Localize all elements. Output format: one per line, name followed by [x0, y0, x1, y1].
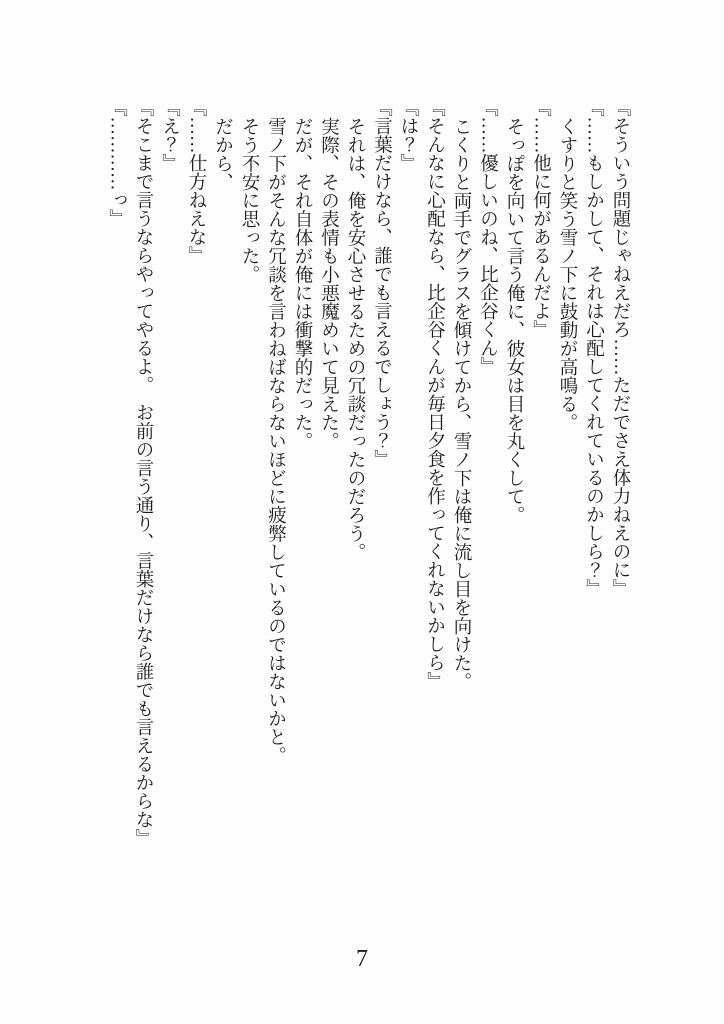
text-line: 『……仕方ねえな』 — [186, 98, 206, 265]
text-line: そっぽを向いて言う俺に、彼女は目を丸くして。 — [504, 116, 524, 524]
text-line: 『…………っ』 — [106, 98, 127, 228]
text-line: 『そういう問題じゃねえだろ……ただでさえ体力ねえのに』 — [610, 98, 630, 598]
text-line: 『……優しいのね、比企谷くん』 — [477, 98, 498, 376]
text-block — [103, 98, 633, 948]
text-line: 実際、その表情も小悪魔めいて見えた。 — [318, 116, 339, 450]
text-line: 『……もしかして、それは心配してくれているのかしら？』 — [583, 98, 604, 598]
text-line: そう不安に思った。 — [239, 116, 259, 283]
text-line: それは、俺を安心させるための冗談だったのだろう。 — [345, 116, 365, 561]
text-line: だが、それ自体が俺には衝撃的だった。 — [292, 116, 312, 450]
text-line: 雪ノ下がそんな冗談を言わねばならないほどに疲弊しているのではないかと。 — [265, 116, 286, 764]
page-number: 7 — [356, 946, 368, 972]
text-line: 『そこまで言うならやってやるよ。 お前の言う通り、言葉だけなら誰でも言えるからな』 — [133, 98, 153, 848]
text-line: 『……他に何があるんだよ』 — [530, 98, 551, 339]
text-line: くすりと笑う雪ノ下に鼓動が高鳴る。 — [557, 116, 577, 431]
text-line: 『は？』 — [398, 98, 418, 172]
text-line: 『そんなに心配なら、比企谷くんが毎日夕食を作ってくれないかしら』 — [424, 98, 445, 690]
text-line: 『え？』 — [159, 98, 180, 172]
text-line: こくりと両手でグラスを傾けてから、雪ノ下は俺に流し目を向けた。 — [451, 116, 471, 690]
text-line: だから、 — [212, 116, 233, 191]
text-line: 『言葉だけなら、誰でも言えるでしょう？』 — [371, 98, 392, 468]
